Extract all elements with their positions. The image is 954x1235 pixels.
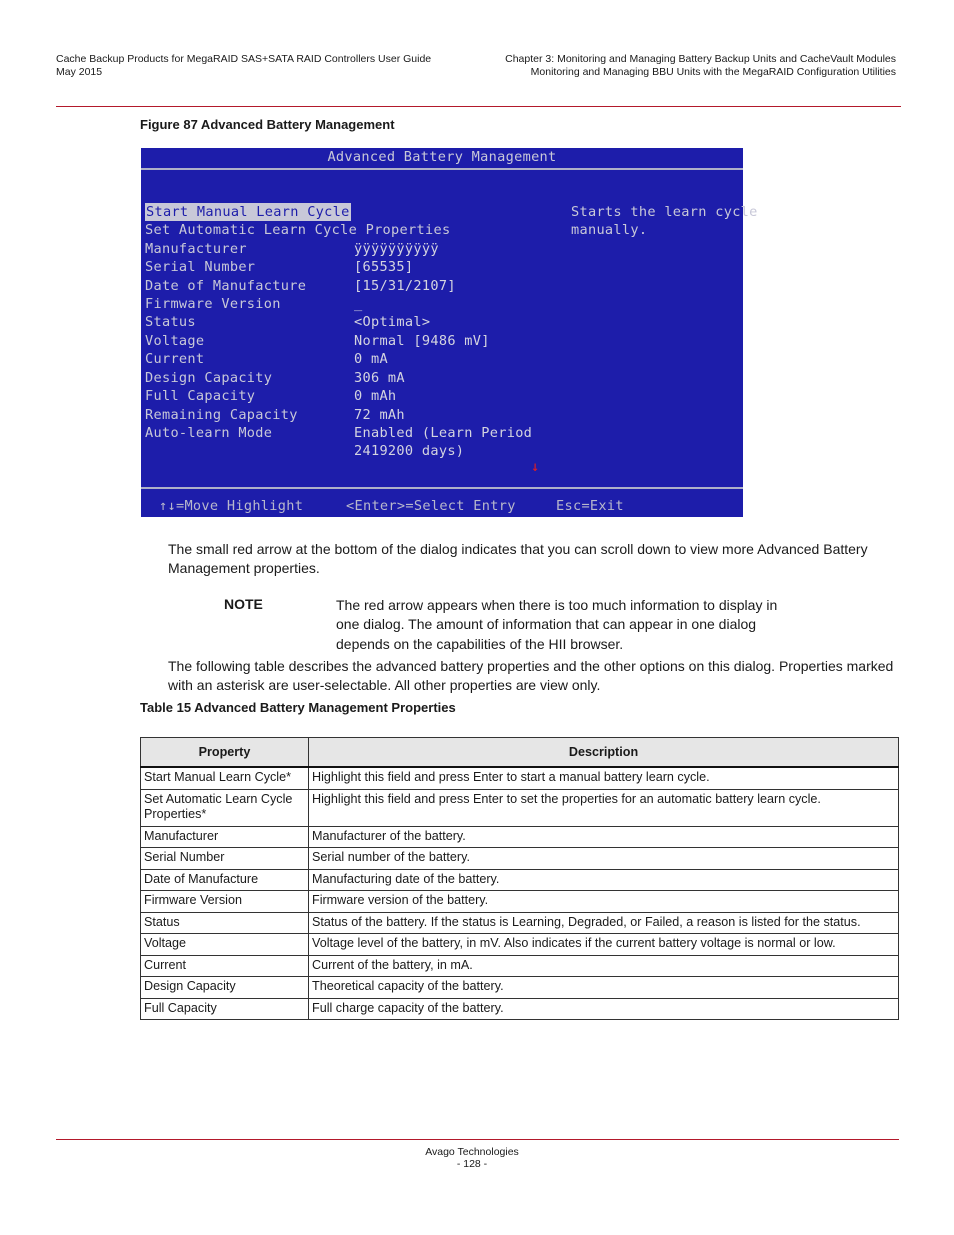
menu-value: 0 mA	[354, 351, 388, 367]
table-header-row	[141, 738, 899, 768]
menu-label: Remaining Capacity	[145, 407, 298, 423]
description-cell: Highlight this field and press Enter to start a manual battery learn cycle.	[309, 767, 899, 789]
properties-table	[140, 737, 899, 1020]
description-cell: Status of the battery. If the status is Learning, Degraded, or Failed, a reason is listed for the status.	[309, 912, 899, 934]
menu-label: Design Capacity	[145, 370, 273, 386]
table-row	[141, 912, 899, 934]
description-cell: Current of the battery, in mA.	[309, 955, 899, 977]
footer-divider	[141, 487, 743, 489]
table-row	[141, 998, 899, 1020]
menu-value: 306 mA	[354, 370, 405, 386]
figure-caption: Figure 87 Advanced Battery Management	[140, 117, 395, 132]
key-hint-select: <Enter>=Select Entry	[346, 498, 516, 514]
property-cell: Current	[141, 955, 309, 977]
menu-label: Set Automatic Learn Cycle Properties	[145, 222, 451, 238]
property-cell: Date of Manufacture	[141, 869, 309, 891]
menu-value: Enabled (Learn Period	[354, 425, 533, 441]
property-cell: Start Manual Learn Cycle*	[141, 767, 309, 789]
footer-company: Avago Technologies	[425, 1146, 519, 1158]
chapter-title: Chapter 3: Monitoring and Managing Battery Backup Units and CacheVault Modules	[505, 53, 896, 65]
property-cell: Set Automatic Learn Cycle Properties*	[141, 789, 309, 826]
menu-value: [15/31/2107]	[354, 278, 456, 294]
paragraph-table-intro: The following table describes the advanced battery properties and the other options on this dialog. Properties marked with an asterisk are user-selectable. All other properties are view only.	[168, 658, 894, 694]
note-text: The red arrow appears when there is too much information to display in one dialog. The amount of information that can appear in one dialog depends on the capabilities of the HII browser.	[336, 597, 778, 652]
section-title: Monitoring and Managing BBU Units with the MegaRAID Configuration Utilities	[530, 66, 896, 78]
table-row	[141, 955, 899, 977]
menu-value: 2419200 days)	[354, 443, 465, 459]
menu-label: Current	[145, 351, 205, 367]
help-text: Starts the learn cycle manually.	[571, 204, 758, 239]
description-cell: Firmware version of the battery.	[309, 891, 899, 913]
property-cell: Manufacturer	[141, 826, 309, 848]
table-row	[141, 767, 899, 789]
menu-label: Auto-learn Mode	[145, 425, 273, 441]
footer-rule	[56, 1139, 899, 1140]
screen-title: Advanced Battery Management	[327, 149, 557, 165]
description-cell: Theoretical capacity of the battery.	[309, 977, 899, 999]
title-divider	[141, 168, 743, 170]
menu-label: Firmware Version	[145, 296, 281, 312]
table-row	[141, 789, 899, 826]
key-hint-exit: Esc=Exit	[556, 498, 624, 514]
page-number: - 128 -	[456, 1158, 488, 1170]
menu-label: Full Capacity	[145, 388, 256, 404]
key-hint-move: ↑↓=Move Highlight	[159, 498, 304, 514]
description-cell: Voltage level of the battery, in mV. Also indicates if the current battery voltage is normal or low.	[309, 934, 899, 956]
table-row	[141, 934, 899, 956]
property-cell: Design Capacity	[141, 977, 309, 999]
bios-screenshot	[141, 148, 758, 517]
description-cell: Full charge capacity of the battery.	[309, 998, 899, 1020]
column-header-description: Description	[309, 738, 899, 768]
menu-value: 0 mAh	[354, 388, 397, 404]
menu-value: [65535]	[354, 259, 414, 275]
table-row	[141, 848, 899, 870]
menu-label: Serial Number	[145, 259, 256, 275]
table-row	[141, 891, 899, 913]
column-header-property: Property	[141, 738, 309, 768]
property-cell: Status	[141, 912, 309, 934]
property-cell: Serial Number	[141, 848, 309, 870]
running-header-right	[505, 53, 896, 79]
description-cell: Highlight this field and press Enter to set the properties for an automatic battery learn cycle.	[309, 789, 899, 826]
running-header-left	[56, 53, 431, 79]
menu-value: _	[354, 296, 363, 312]
note-label: NOTE	[224, 596, 263, 612]
description-cell: Manufacturer of the battery.	[309, 826, 899, 848]
property-cell: Firmware Version	[141, 891, 309, 913]
header-rule	[56, 106, 901, 107]
description-cell: Serial number of the battery.	[309, 848, 899, 870]
menu-label: Voltage	[145, 333, 205, 349]
menu-value: 72 mAh	[354, 407, 405, 423]
scroll-down-arrow-icon[interactable]: ↓	[531, 459, 540, 475]
table-row	[141, 826, 899, 848]
menu-label: Manufacturer	[145, 241, 247, 257]
menu-value: ÿÿÿÿÿÿÿÿÿÿ	[354, 241, 439, 257]
menu-value: Normal [9486 mV]	[354, 333, 490, 349]
table-row	[141, 869, 899, 891]
table-row	[141, 977, 899, 999]
menu-label: Status	[145, 314, 196, 330]
paragraph-red-arrow: The small red arrow at the bottom of the dialog indicates that you can scroll down to view more Advanced Battery Management properties.	[168, 541, 868, 577]
property-cell: Full Capacity	[141, 998, 309, 1020]
document-title: Cache Backup Products for MegaRAID SAS+SATA RAID Controllers User Guide	[56, 53, 432, 65]
menu-label: Start Manual Learn Cycle	[146, 204, 350, 220]
document-date: May 2015	[56, 66, 103, 78]
description-cell: Manufacturing date of the battery.	[309, 869, 899, 891]
menu-label: Date of Manufacture	[145, 278, 307, 294]
table-caption: Table 15 Advanced Battery Management Properties	[140, 700, 456, 715]
property-cell: Voltage	[141, 934, 309, 956]
menu-value: <Optimal>	[354, 314, 431, 330]
